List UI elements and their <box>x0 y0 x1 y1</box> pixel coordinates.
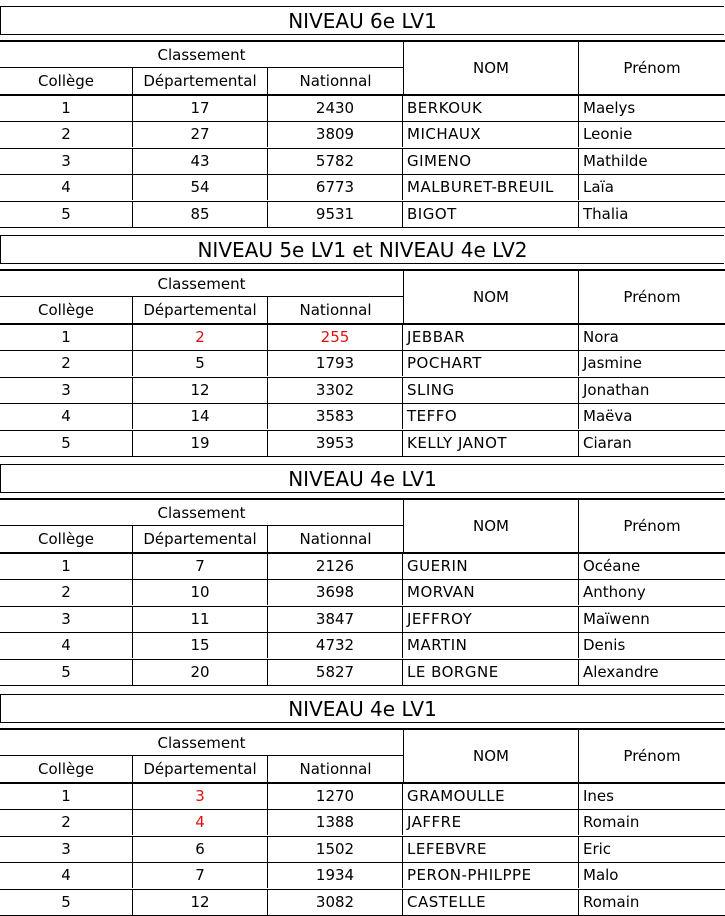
table-row <box>0 607 725 633</box>
cell-national: 1270 <box>268 784 403 809</box>
cell-departemental: 19 <box>133 431 268 456</box>
table-row <box>0 431 725 457</box>
cell-national: 3698 <box>268 580 403 605</box>
cell-college: 5 <box>0 202 133 227</box>
cell-departemental: 4 <box>133 810 268 835</box>
cell-nom: POCHART <box>403 351 579 376</box>
cell-college: 2 <box>0 580 133 605</box>
table-row <box>0 810 725 836</box>
header-national: Nationnal <box>268 525 403 552</box>
cell-nom: BERKOUK <box>403 96 579 121</box>
cell-college: 4 <box>0 175 133 200</box>
cell-nom: MICHAUX <box>403 122 579 147</box>
cell-prenom: Jasmine <box>583 354 642 373</box>
cell-national: 9531 <box>268 202 403 227</box>
table-row <box>0 96 725 122</box>
cell-national: 2126 <box>268 554 403 579</box>
cell-prenom: Maëva <box>583 407 633 426</box>
section-title: NIVEAU 4e LV1 <box>0 694 724 723</box>
table-row <box>0 351 725 377</box>
cell-prenom: Océane <box>583 557 641 575</box>
cell-departemental: 7 <box>133 863 268 888</box>
header-classement: Classement <box>0 40 403 67</box>
header-departemental: Départemental <box>133 755 268 782</box>
cell-nom: BIGOT <box>403 202 579 227</box>
cell-nom: LEFEBVRE <box>403 837 579 862</box>
header-college: Collège <box>0 755 133 782</box>
cell-national: 5827 <box>268 660 403 685</box>
cell-departemental: 2 <box>133 325 268 350</box>
header-national: Nationnal <box>268 755 403 782</box>
table-row <box>0 202 725 228</box>
cell-prenom: Maelys <box>583 99 636 117</box>
table-row <box>0 378 725 404</box>
cell-college: 4 <box>0 863 133 888</box>
header-classement: Classement <box>0 269 403 296</box>
cell-college: 2 <box>0 810 133 835</box>
cell-departemental: 3 <box>133 784 268 809</box>
header-departemental: Départemental <box>133 296 268 323</box>
cell-national: 1793 <box>268 351 403 376</box>
cell-nom: LE BORGNE <box>403 660 579 685</box>
cell-college: 1 <box>0 784 133 809</box>
table-row <box>0 149 725 175</box>
table-row <box>0 660 725 686</box>
header-prenom: Prénom <box>579 269 725 323</box>
cell-nom: MARTIN <box>403 633 579 658</box>
cell-nom: JAFFRE <box>403 810 579 835</box>
header-prenom: Prénom <box>579 498 725 552</box>
table-row <box>0 837 725 863</box>
cell-nom: GUERIN <box>403 554 579 579</box>
cell-national: 3082 <box>268 890 403 915</box>
cell-college: 3 <box>0 378 133 403</box>
header-nom: NOM <box>403 269 579 323</box>
cell-prenom: Malo <box>583 866 619 885</box>
cell-national: 4732 <box>268 633 403 658</box>
cell-departemental: 12 <box>133 378 268 403</box>
cell-prenom: Denis <box>583 636 626 655</box>
ranking-rows <box>0 96 725 228</box>
cell-college: 4 <box>0 404 133 429</box>
cell-nom: CASTELLE <box>403 890 579 915</box>
cell-prenom: Anthony <box>583 583 646 602</box>
ranking-rows <box>0 554 725 686</box>
header-departemental: Départemental <box>133 525 268 552</box>
cell-national: 1388 <box>268 810 403 835</box>
table-row <box>0 784 725 810</box>
cell-departemental: 43 <box>133 149 268 174</box>
cell-departemental: 85 <box>133 202 268 227</box>
cell-nom: KELLY JANOT <box>403 431 579 456</box>
section-title: NIVEAU 4e LV1 <box>0 464 724 493</box>
cell-departemental: 15 <box>133 633 268 658</box>
table-row <box>0 325 725 351</box>
table-row <box>0 554 725 580</box>
cell-prenom: Romain <box>583 892 640 911</box>
cell-college: 1 <box>0 325 133 350</box>
cell-college: 4 <box>0 633 133 658</box>
cell-prenom: Ines <box>583 787 614 805</box>
cell-college: 5 <box>0 431 133 456</box>
header-national: Nationnal <box>268 67 403 94</box>
cell-national: 2430 <box>268 96 403 121</box>
header-classement: Classement <box>0 728 403 755</box>
cell-departemental: 7 <box>133 554 268 579</box>
cell-national: 255 <box>268 325 403 350</box>
table-row <box>0 633 725 659</box>
cell-departemental: 5 <box>133 351 268 376</box>
header-college: Collège <box>0 525 133 552</box>
cell-national: 3953 <box>268 431 403 456</box>
header-departemental: Départemental <box>133 67 268 94</box>
cell-prenom: Eric <box>583 839 612 858</box>
cell-nom: SLING <box>403 378 579 403</box>
cell-departemental: 17 <box>133 96 268 121</box>
table-row <box>0 580 725 606</box>
cell-nom: TEFFO <box>403 404 579 429</box>
cell-national: 6773 <box>268 175 403 200</box>
cell-college: 3 <box>0 837 133 862</box>
cell-nom: MALBURET-BREUIL <box>403 175 579 200</box>
cell-departemental: 27 <box>133 122 268 147</box>
table-row <box>0 890 725 916</box>
section-title: NIVEAU 6e LV1 <box>0 6 724 35</box>
header-prenom: Prénom <box>579 728 725 782</box>
table-row <box>0 404 725 430</box>
cell-nom: PERON-PHILPPE <box>403 863 579 888</box>
cell-prenom: Jonathan <box>583 380 650 399</box>
cell-national: 3809 <box>268 122 403 147</box>
header-classement: Classement <box>0 498 403 525</box>
cell-college: 5 <box>0 660 133 685</box>
cell-national: 3583 <box>268 404 403 429</box>
header-national: Nationnal <box>268 296 403 323</box>
cell-college: 1 <box>0 96 133 121</box>
cell-nom: MORVAN <box>403 580 579 605</box>
cell-college: 2 <box>0 122 133 147</box>
cell-prenom: Romain <box>583 813 640 832</box>
cell-nom: JEBBAR <box>403 325 579 350</box>
cell-prenom: Thalia <box>583 204 629 223</box>
cell-prenom: Nora <box>583 328 619 346</box>
header-prenom: Prénom <box>579 40 725 94</box>
cell-nom: JEFFROY <box>403 607 579 632</box>
header-college: Collège <box>0 296 133 323</box>
cell-prenom: Mathilde <box>583 151 648 170</box>
cell-departemental: 12 <box>133 890 268 915</box>
cell-prenom: Alexandre <box>583 662 659 681</box>
cell-prenom: Maïwenn <box>583 609 650 628</box>
cell-departemental: 10 <box>133 580 268 605</box>
header-nom: NOM <box>403 498 579 552</box>
section-title: NIVEAU 5e LV1 et NIVEAU 4e LV2 <box>0 235 724 264</box>
cell-nom: GRAMOULLE <box>403 784 579 809</box>
cell-college: 2 <box>0 351 133 376</box>
ranking-rows <box>0 325 725 457</box>
header-college: Collège <box>0 67 133 94</box>
cell-national: 1502 <box>268 837 403 862</box>
cell-departemental: 54 <box>133 175 268 200</box>
cell-national: 1934 <box>268 863 403 888</box>
table-row <box>0 122 725 148</box>
cell-departemental: 14 <box>133 404 268 429</box>
cell-nom: GIMENO <box>403 149 579 174</box>
cell-departemental: 20 <box>133 660 268 685</box>
table-row <box>0 175 725 201</box>
cell-national: 3302 <box>268 378 403 403</box>
table-row <box>0 863 725 889</box>
header-nom: NOM <box>403 728 579 782</box>
cell-prenom: Laïa <box>583 178 614 197</box>
cell-national: 5782 <box>268 149 403 174</box>
cell-college: 3 <box>0 607 133 632</box>
header-nom: NOM <box>403 40 579 94</box>
cell-college: 5 <box>0 890 133 915</box>
cell-college: 1 <box>0 554 133 579</box>
cell-college: 3 <box>0 149 133 174</box>
cell-prenom: Leonie <box>583 125 633 144</box>
cell-national: 3847 <box>268 607 403 632</box>
cell-prenom: Ciaran <box>583 433 632 452</box>
cell-departemental: 6 <box>133 837 268 862</box>
ranking-rows <box>0 784 725 916</box>
cell-departemental: 11 <box>133 607 268 632</box>
